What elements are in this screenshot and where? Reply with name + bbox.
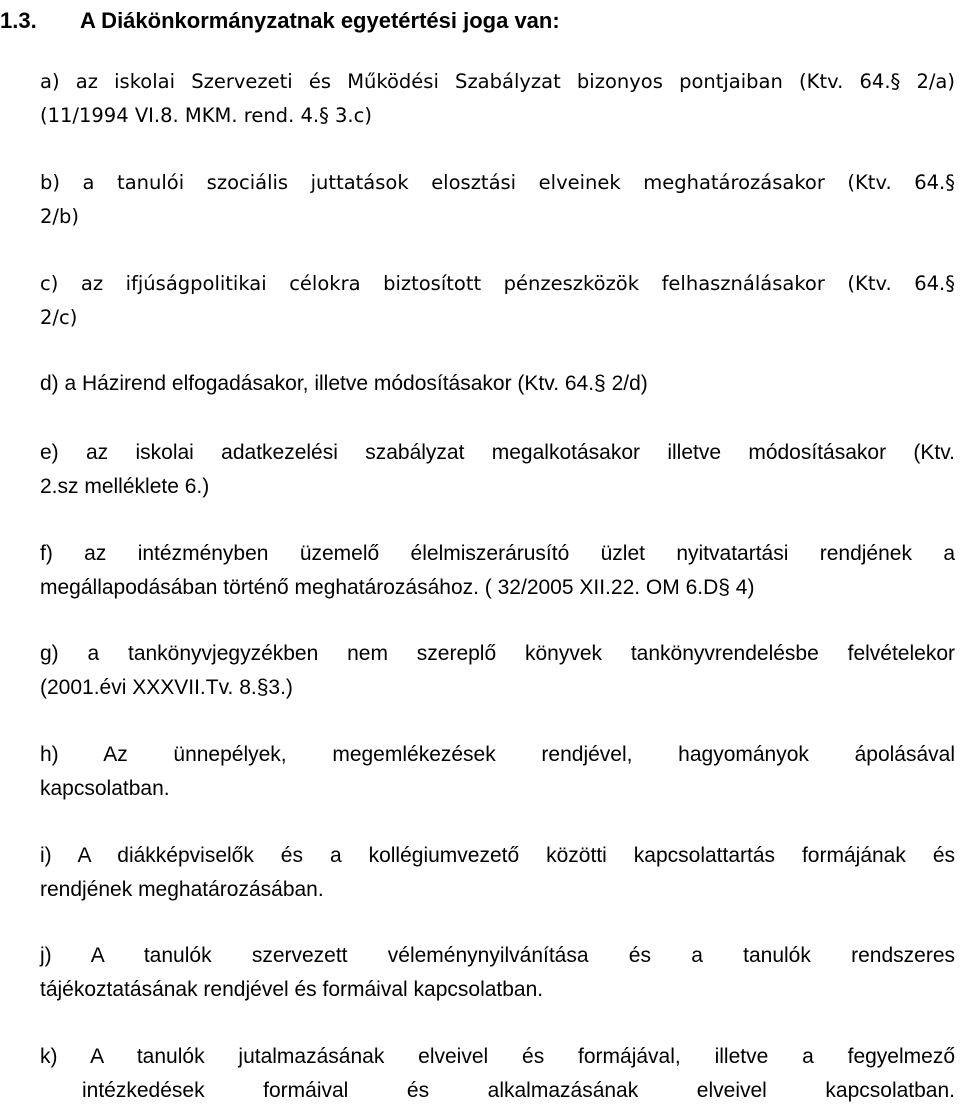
list-item-c xyxy=(40,267,955,335)
item-k-line1: k) A tanulók jutalmazásának elveivel és formájával, illetve a fegyelmező xyxy=(40,1045,955,1068)
item-c-line1: c) az ifjúságpolitikai célokra biztosított pénzeszközök felhasználásakor (Ktv. 64.§ xyxy=(40,272,955,295)
section-number: 1.3. xyxy=(0,8,37,33)
item-f-line1: f) az intézményben üzemelő élelmiszerárusító üzlet nyitvatartási rendjének a xyxy=(40,542,955,565)
section-title: A Diákönkormányzatnak egyetértési joga van: xyxy=(80,8,560,33)
item-i-line2: rendjének meghatározásában. xyxy=(40,878,324,901)
item-b-line1: b) a tanulói szociális juttatások elosztási elveinek meghatározásakor (Ktv. 64.§ xyxy=(40,171,955,194)
item-d-line1: d) a Házirend elfogadásakor, illetve módosításakor (Ktv. 64.§ 2/d) xyxy=(40,372,648,395)
item-c-line2: 2/c) xyxy=(40,306,78,329)
item-g-line1: g) a tankönyvjegyzékben nem szereplő könyvek tankönyvrendelésbe felvételekor xyxy=(40,642,955,665)
item-e-line2: 2.sz melléklete 6.) xyxy=(40,475,210,498)
item-b-line2: 2/b) xyxy=(40,205,79,228)
list-item-k xyxy=(40,1040,955,1108)
item-e-line1: e) az iskolai adatkezelési szabályzat megalkotásakor illetve módosításakor (Ktv. xyxy=(40,441,955,464)
item-g-line2: (2001.évi XXXVII.Tv. 8.§3.) xyxy=(40,676,293,699)
item-a-line2: (11/1994 VI.8. MKM. rend. 4.§ 3.c) xyxy=(40,104,372,127)
list-item-i xyxy=(40,839,955,907)
item-i-line1: i) A diákképviselők és a kollégiumvezető közötti kapcsolattartás formájának és xyxy=(40,844,955,867)
item-h-line2: kapcsolatban. xyxy=(40,777,170,800)
list-item-e xyxy=(40,436,955,504)
item-j-line2: tájékoztatásának rendjével és formáival kapcsolatban. xyxy=(40,978,544,1001)
item-h-line1: h) Az ünnepélyek, megemlékezések rendjével, hagyományok ápolásával xyxy=(40,743,955,766)
list-item-d xyxy=(40,367,955,401)
list-item-f xyxy=(40,537,955,605)
list-item-g xyxy=(40,637,955,705)
list-item-b xyxy=(40,166,955,234)
item-a-line1: a) az iskolai Szervezeti és Működési Szabályzat bizonyos pontjaiban (Ktv. 64.§ 2/a) xyxy=(40,70,955,93)
item-j-line1: j) A tanulók szervezett véleménynyilvánítása és a tanulók rendszeres xyxy=(40,944,955,967)
list-item-a xyxy=(40,65,955,133)
list-item-h xyxy=(40,738,955,806)
item-f-line2: megállapodásában történő meghatározásához. ( 32/2005 XII.22. OM 6.D§ 4) xyxy=(40,576,755,599)
list-item-j xyxy=(40,939,955,1007)
item-k-line2: intézkedések formáival és alkalmazásának elveivel kapcsolatban. xyxy=(82,1079,955,1102)
